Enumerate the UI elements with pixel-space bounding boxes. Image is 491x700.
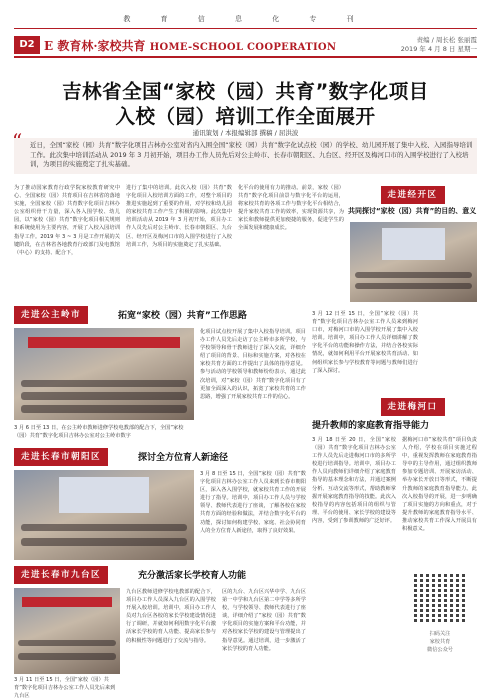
section-chaoyang-heading: 探讨全方位育人新途径 xyxy=(138,453,229,463)
section-jingkai-bar xyxy=(348,186,477,204)
photo-row xyxy=(21,405,187,412)
top-slogan: 教 育 信 息 化 专 刊 xyxy=(123,15,368,23)
photo-row xyxy=(18,640,116,647)
photo-row xyxy=(355,272,472,278)
section-title-cn: E 教育林·家校共育 xyxy=(44,39,146,53)
intro-col-3: 化平台的使用有力的推动。前景，家校（园）共育“数字化项目前景与数字化平台的运用，将家校共育的各项工作与数字化平台相结合，提升家校共育工作的效率，实现资源共享，为家长和教师提供更加便捷的服务，促进学生的全面发展和健康成长。 xyxy=(238,185,344,232)
jiutai-col-1: 九台区教师进修学校电教部的配合下，项目办工作人员深入九台区的入围学校开展入校培训。培训中，项目办工作人员对九台区各校的家长学校建设情况进行了调研，并就如何利用数字化平台激活家长学校的育人功能、提高家长参与的积极性等问题进行了交流与指导。 xyxy=(126,589,216,644)
photo-row xyxy=(355,283,472,289)
gongzhuling-col-2: 3 月 12 日至 15 日，全国“家校（园）共育”数字化项目吉林办公室工作人员来到梅河口市，对梅河口市的入围学校开展了集中入校培训。培训中，项目办工作人员详细讲解了数字化平台的功能和操作方法，并结合各校实际情况，就如何利用平台开展家校共育活动、如何组织家长参与学校教育等问题与教师们进行了深入探讨。 xyxy=(312,311,418,374)
section-title xyxy=(44,37,336,54)
chaoyang-photo xyxy=(14,470,194,560)
date-line: 2019 年 4 月 8 日 星期一 xyxy=(400,45,477,53)
jiutai-caption: 3 月 11 日至 15 日，全国“家校（园）共育”数字化项目吉林办公室工作人员先后来到九台区 xyxy=(14,677,116,699)
gongzhuling-photo xyxy=(14,328,194,420)
photo-row xyxy=(21,392,187,399)
section-jiutai-tag: 走进长春市九台区 xyxy=(14,566,108,584)
qr-code-icon xyxy=(414,572,466,624)
page-number-badge: D2 xyxy=(14,36,40,54)
meihekou-col-2: 据梅河口市“家校共育”项目负责人介绍，学校在项目实施过程中，重视发挥教师在家庭教育指导中的主导作用，通过组织教师参加专题培训、开展家访活动、举办家长开放日等形式，不断提升教师的家庭教育指导能力。此次入校指导的开展，进一步明确了项目实施的方向和重点，对于提升教师的家庭教育指导水平、推动家校共育工作深入开展具有积极意义。 xyxy=(402,437,477,533)
byline: 通讯策划 / 本报编辑部 撰稿 / 屈洪波 xyxy=(192,129,299,137)
photo-row xyxy=(18,653,116,660)
section-gongzhuling-tag: 走进公主岭市 xyxy=(14,306,88,324)
quote-mark-icon: “ xyxy=(12,129,23,153)
intro-col-2: 进行了集中的培训。此次入校（园）共育“数字化项目入校培训方面的工作，对整个项目的推进实施起到了重要的作用，对学校和幼儿园的家校共育工作产生了积极的影响。此次集中培训活动从 2019 年 3 月初开始，项目办工作人员先后对公主岭市、长春市朝阳区、九台区、经开区及梅河口市的入围学校进行了入校培训工作，为项目的实施奠定了扎实基础。 xyxy=(126,185,232,248)
jiutai-photo xyxy=(14,588,120,674)
section-chaoyang-bar xyxy=(14,448,304,466)
qr-caption: 扫码关注 家校共育 微信公众号 xyxy=(427,631,453,653)
section-gongzhuling-bar xyxy=(14,306,344,324)
jiutai-col-2: 区的九台、九台区兴华中学、九台区第一中学和九台区第二中学等多所学校，与学校领导、教师代表进行了座谈，详细介绍了“家校（园）共育”数字化项目的实施方案和平台功能，并对各校家长学校的建设与管理提出了指导意见。通过培训，进一步激活了家长学校的育人功能。 xyxy=(222,589,306,652)
section-gongzhuling-heading: 拓宽“家校（园）共育”工作思路 xyxy=(118,311,247,321)
section-jiutai-bar xyxy=(14,566,304,584)
chaoyang-col-1: 3 月 8 日至 15 日，全国“家校（园）共育”数字化项目吉林办公室工作人员来到长春市朝阳区，深入各入围学校，就家校共育工作的开展进行了指导。培训中，项目办工作人员与学校领导、教师代表进行了座谈，了解各校在家校共育方面的经验和做法，并结合数字化平台的功能，探讨如何构建学校、家庭、社会协同育人的全方位育人新途径，取得了良好效果。 xyxy=(200,471,306,534)
lead-text: 近日，全国“家校（园）共育”数字化项目吉林办公室对省内入围全国“家校（园）共育”数字化试点校（园）的学校、幼儿园开展了集中入校、入园指导培训工作。此次集中培训活动从 2019 年 3 月初开始，项目办工作人员先后对公主岭市、长春市朝阳区、九台区、经开区及梅河口市的入围学校进行了入校培训，为项目的实施奠定了扎实基础。 xyxy=(30,141,473,168)
qr-block xyxy=(404,572,476,684)
section-meihekou-heading: 提升教师的家庭教育指导能力 xyxy=(312,421,430,431)
section-meihekou-head xyxy=(312,416,477,434)
photo-row xyxy=(21,524,187,531)
section-chaoyang-tag: 走进长春市朝阳区 xyxy=(14,448,108,466)
top-band xyxy=(0,0,491,30)
page-header xyxy=(14,36,477,54)
jingkai-photo xyxy=(350,222,477,302)
section-jingkai-heading: 共同探讨“家校（园）共育”的目的、意义 xyxy=(348,207,477,215)
gongzhuling-caption: 3 月 6 日至 13 日，在公主岭市教师进修学校电教部的配合下，全国“家校（园）共育”数字化项目吉林办公室对公主岭市数字 xyxy=(14,425,184,439)
photo-banner xyxy=(28,337,179,348)
gongzhuling-col-1: 化项目试点校开展了集中入校指导培训。项目办工作人员先后走访了公主岭市多所学校，与学校领导和骨干教师进行了深入交流，详细介绍了项目的背景、目标和实施方案，对各校在家校共育方面的工作提出了具体的指导意见。参与活动的学校领导和教师纷纷表示，通过此次培训，对“家校（园）共育”数字化项目有了更加全面深入的认识，拓宽了家校共育的工作思路，增强了开展家校共育工作的信心。 xyxy=(200,329,306,400)
header-meta xyxy=(327,36,477,54)
editor-line: 责编 / 周长松 张丽霞 xyxy=(416,36,477,44)
gongzhuling-col-3 xyxy=(424,310,477,390)
section-jiutai-heading: 充分激活家长学校育人功能 xyxy=(138,571,247,581)
photo-row xyxy=(21,380,187,387)
photo-screen xyxy=(59,477,149,513)
photo-row xyxy=(21,538,187,545)
meihekou-col-1: 3 月 18 日至 20 日，全国“家校（园）共育”数字化项目吉林办公室工作人员先后走进梅河口市的多所学校进行培训指导。培训中，项目办工作人员向教师们详细介绍了家庭教育指导的基本理念和方法，并通过案例分析、互动交流等形式，帮助教师掌握开展家庭教育指导的技能。此次入校指导的内容包括项目的组织与管理、平台的使用、家长学校的建设等内容，受到了参训教师的广泛好评。 xyxy=(312,437,396,524)
section-jingkai-head xyxy=(348,204,477,222)
header-rule xyxy=(14,56,477,58)
top-rule xyxy=(14,28,477,29)
section-meihekou-tag: 走进梅河口 xyxy=(380,398,444,416)
article-title-line1: 吉林省全国“家校（园）共育”数字化项目 xyxy=(62,80,429,103)
photo-screen xyxy=(382,228,446,260)
photo-banner xyxy=(22,597,111,607)
section-meihekou-bar xyxy=(348,398,477,416)
intro-col-1: 为了推动国家教育行政学院家校教育研究中心、全国家校（园）共育项目在吉林省的落地实施，全国家校（园）共育数字化项目吉林办公室组织骨干力量，深入各入围学校、幼儿园，以“家校（园）共育”数字化项目相关规则和系统使用为主要内容，开展了入校入园培训指导工作。2019 年 3 ~ 3 月是工作开展的关键阶段，在吉林省各地教育行政部门及电教馆（中心）的支持、配合下， xyxy=(14,185,120,256)
section-jingkai-tag: 走进经开区 xyxy=(380,186,444,204)
section-title-en: HOME-SCHOOL COOPERATION xyxy=(149,42,337,53)
article-title-line2: 入校（园）培训工作全面展开 xyxy=(115,105,376,128)
